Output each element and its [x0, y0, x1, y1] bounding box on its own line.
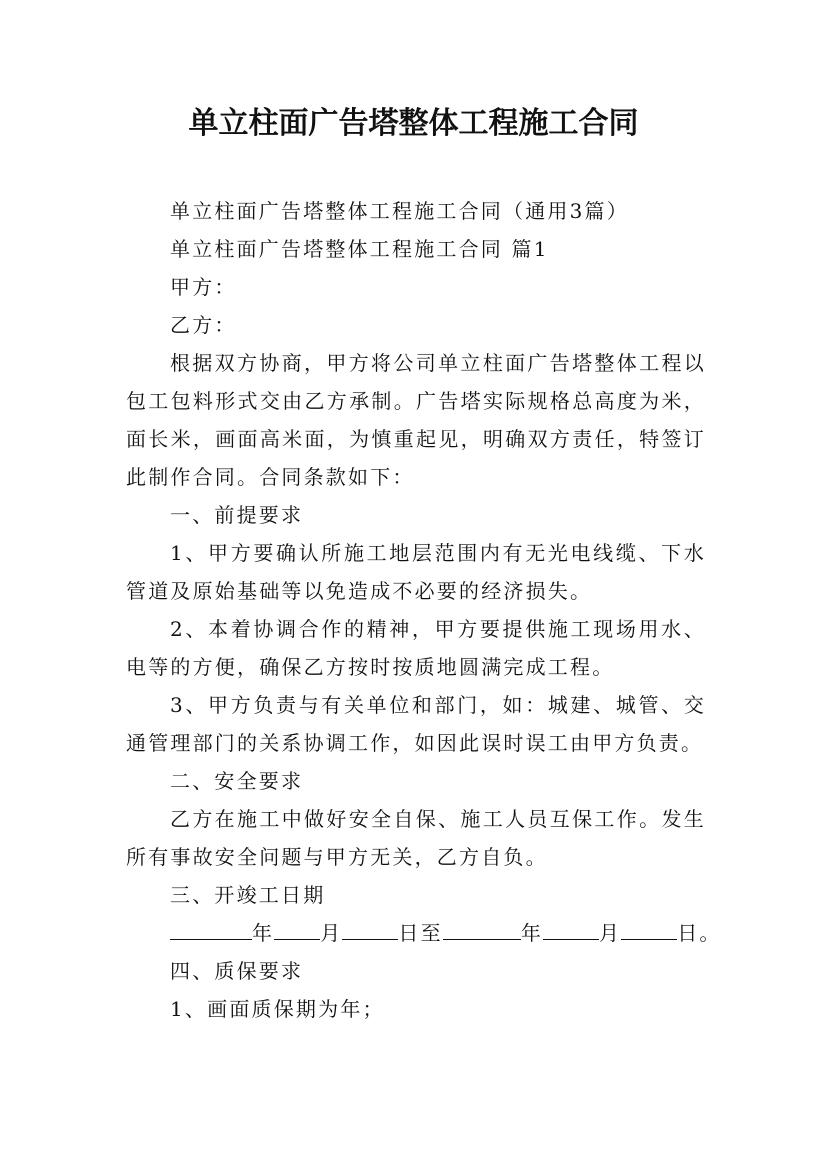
- paragraph-section-heading: 单立柱面广告塔整体工程施工合同 篇1: [170, 237, 549, 261]
- paragraph-preamble: 根据双方协商，甲方将公司单立柱面广告塔整体工程以包工包料形式交由乙方承制。广告塔实际规格总高度为米，面长米，画面高米面，为慎重起见，明确双方责任，特签订此制作合同。合同条款如下：: [126, 351, 706, 489]
- label-month-1: 月: [320, 921, 343, 945]
- paragraph-safety: 乙方在施工中做好安全自保、施工人员互保工作。发生所有事故安全问题与甲方无关，乙方自负。: [126, 807, 706, 869]
- label-year-2: 年: [520, 921, 544, 945]
- paragraph-clause-3: 3、甲方负责与有关单位和部门，如：城建、城管、交通管理部门的关系协调工作，如因此误时误工由甲方负责。: [126, 693, 706, 755]
- label-year-1: 年: [252, 921, 275, 945]
- blank-end-year: [443, 919, 521, 940]
- heading-safety: 二、安全要求: [170, 769, 304, 793]
- paragraph-clause-2: 2、本着协调合作的精神，甲方要提供施工现场用水、电等的方便，确保乙方按时按质地圆满完成工程。: [126, 617, 706, 679]
- heading-schedule: 三、开竣工日期: [170, 883, 326, 907]
- document-body: [126, 192, 722, 1028]
- document-title: 单立柱面广告塔整体工程施工合同: [188, 106, 639, 141]
- blank-start-year: [170, 919, 252, 940]
- heading-prerequisites: 一、前提要求: [170, 503, 304, 527]
- blank-start-month: [274, 919, 320, 940]
- paragraph-warranty-1: 1、画面质保期为年；: [170, 997, 385, 1021]
- blank-start-day: [342, 919, 398, 940]
- blank-end-month: [543, 919, 599, 940]
- label-day-2: 日。: [677, 921, 722, 945]
- label-day-1: 日至: [398, 921, 443, 945]
- label-month-2: 月: [599, 921, 622, 945]
- blank-end-day: [621, 919, 677, 940]
- paragraph-party-b: 乙方：: [170, 313, 237, 337]
- date-range-line: [126, 914, 722, 952]
- paragraph-subtitle: 单立柱面广告塔整体工程施工合同（通用3篇）: [170, 199, 629, 223]
- paragraph-clause-1: 1、甲方要确认所施工地层范围内有无光电线缆、下水管道及原始基础等以免造成不必要的经济损失。: [126, 541, 706, 603]
- heading-warranty: 四、质保要求: [170, 959, 304, 983]
- paragraph-party-a: 甲方：: [170, 275, 237, 299]
